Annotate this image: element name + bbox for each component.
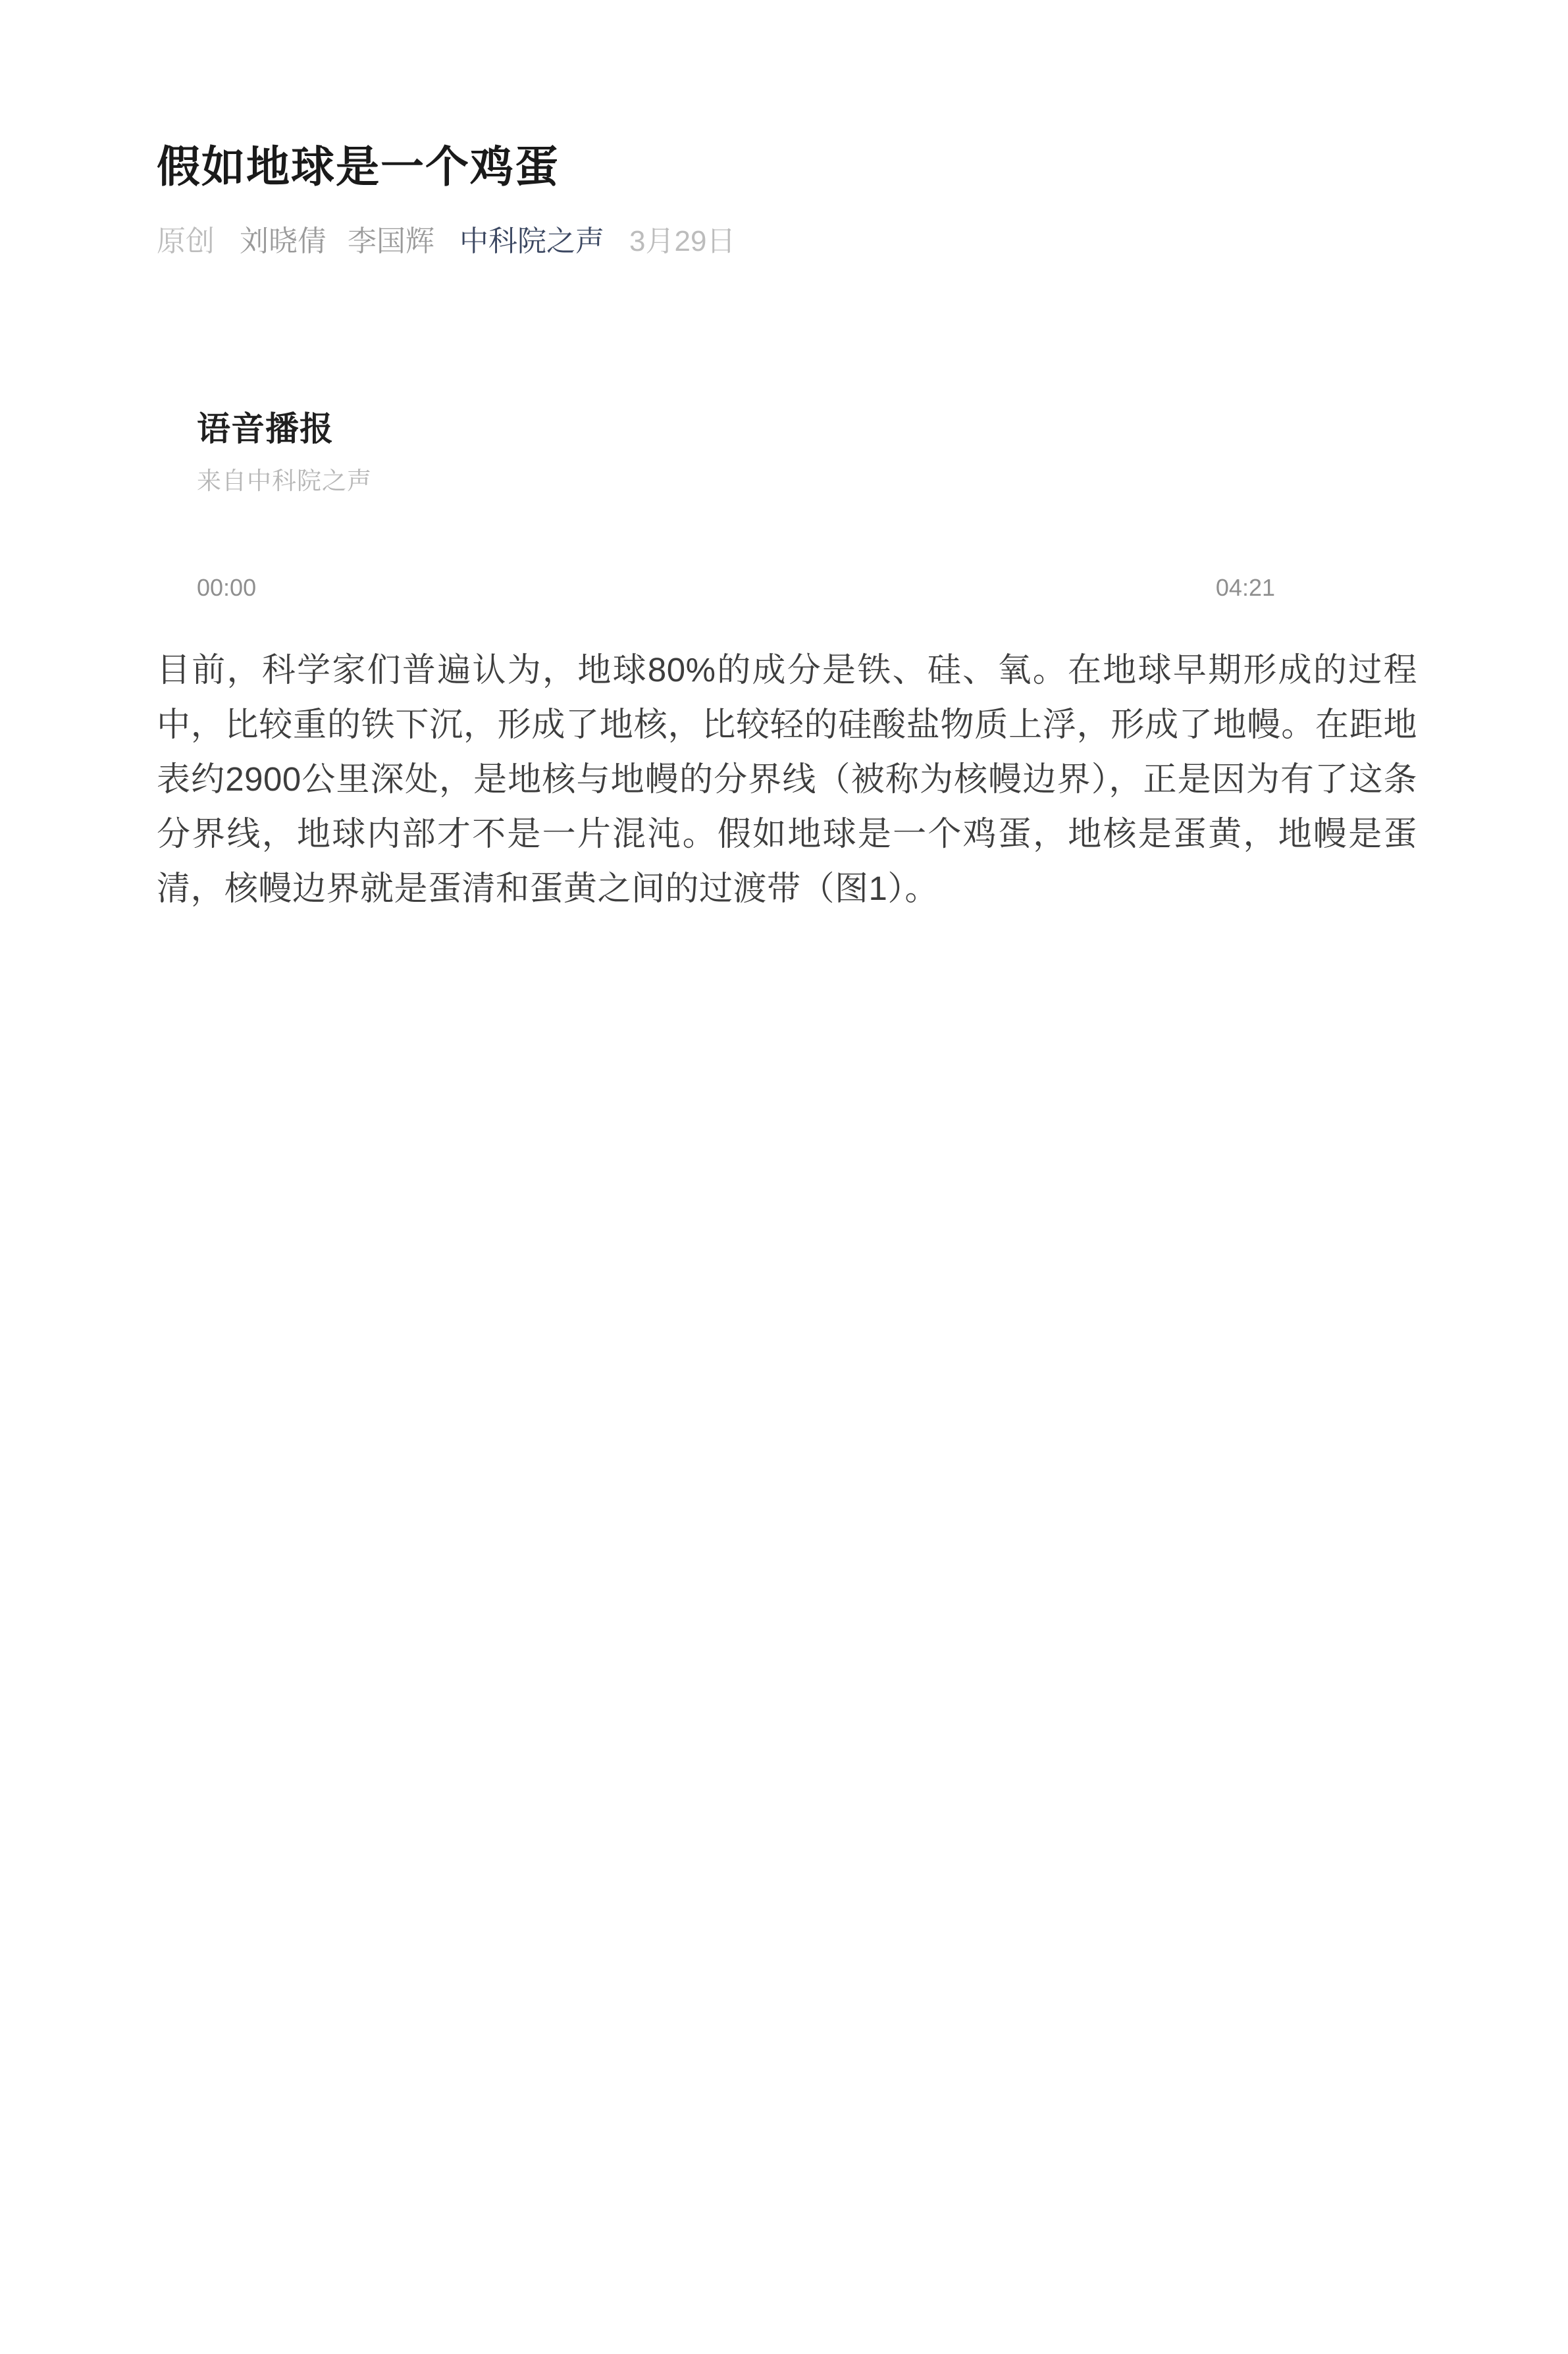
account-name-link[interactable]: 中科院之声 xyxy=(459,225,604,257)
article xyxy=(0,136,1568,916)
author-name: 李国辉 xyxy=(348,225,434,257)
byline xyxy=(157,222,1417,261)
original-badge: 原创 xyxy=(157,225,215,257)
voice-player-title: 语音播报 xyxy=(197,410,334,448)
current-time: 00:00 xyxy=(197,574,257,601)
article-paragraph: 目前，科学家们普遍认为，地球80%的成分是铁、硅、氧。在地球早期形成的过程中，比较重的铁下沉，形成了地核，比较轻的硅酸盐物质上浮，形成了地幔。在距地表约2900公里深处，是地核与地幔的分界线（被称为核幔边界），正是因为有了这条分界线，地球内部才不是一片混沌。假如地球是一个鸡蛋，地核是蛋黄，地幔是蛋清，核幔边界就是蛋清和蛋黄之间的过渡带（图1）。 xyxy=(157,651,1417,907)
voice-player-source: 来自中科院之声 xyxy=(197,467,372,494)
voice-player-time-row xyxy=(197,573,1275,603)
voice-player[interactable] xyxy=(197,407,1275,603)
publish-date: 3月29日 xyxy=(629,225,736,257)
author-name: 刘晓倩 xyxy=(240,225,327,257)
article-title: 假如地球是一个鸡蛋 xyxy=(157,142,560,191)
article-page xyxy=(0,136,1568,2354)
author-list xyxy=(240,222,434,261)
total-duration: 04:21 xyxy=(1215,574,1275,601)
